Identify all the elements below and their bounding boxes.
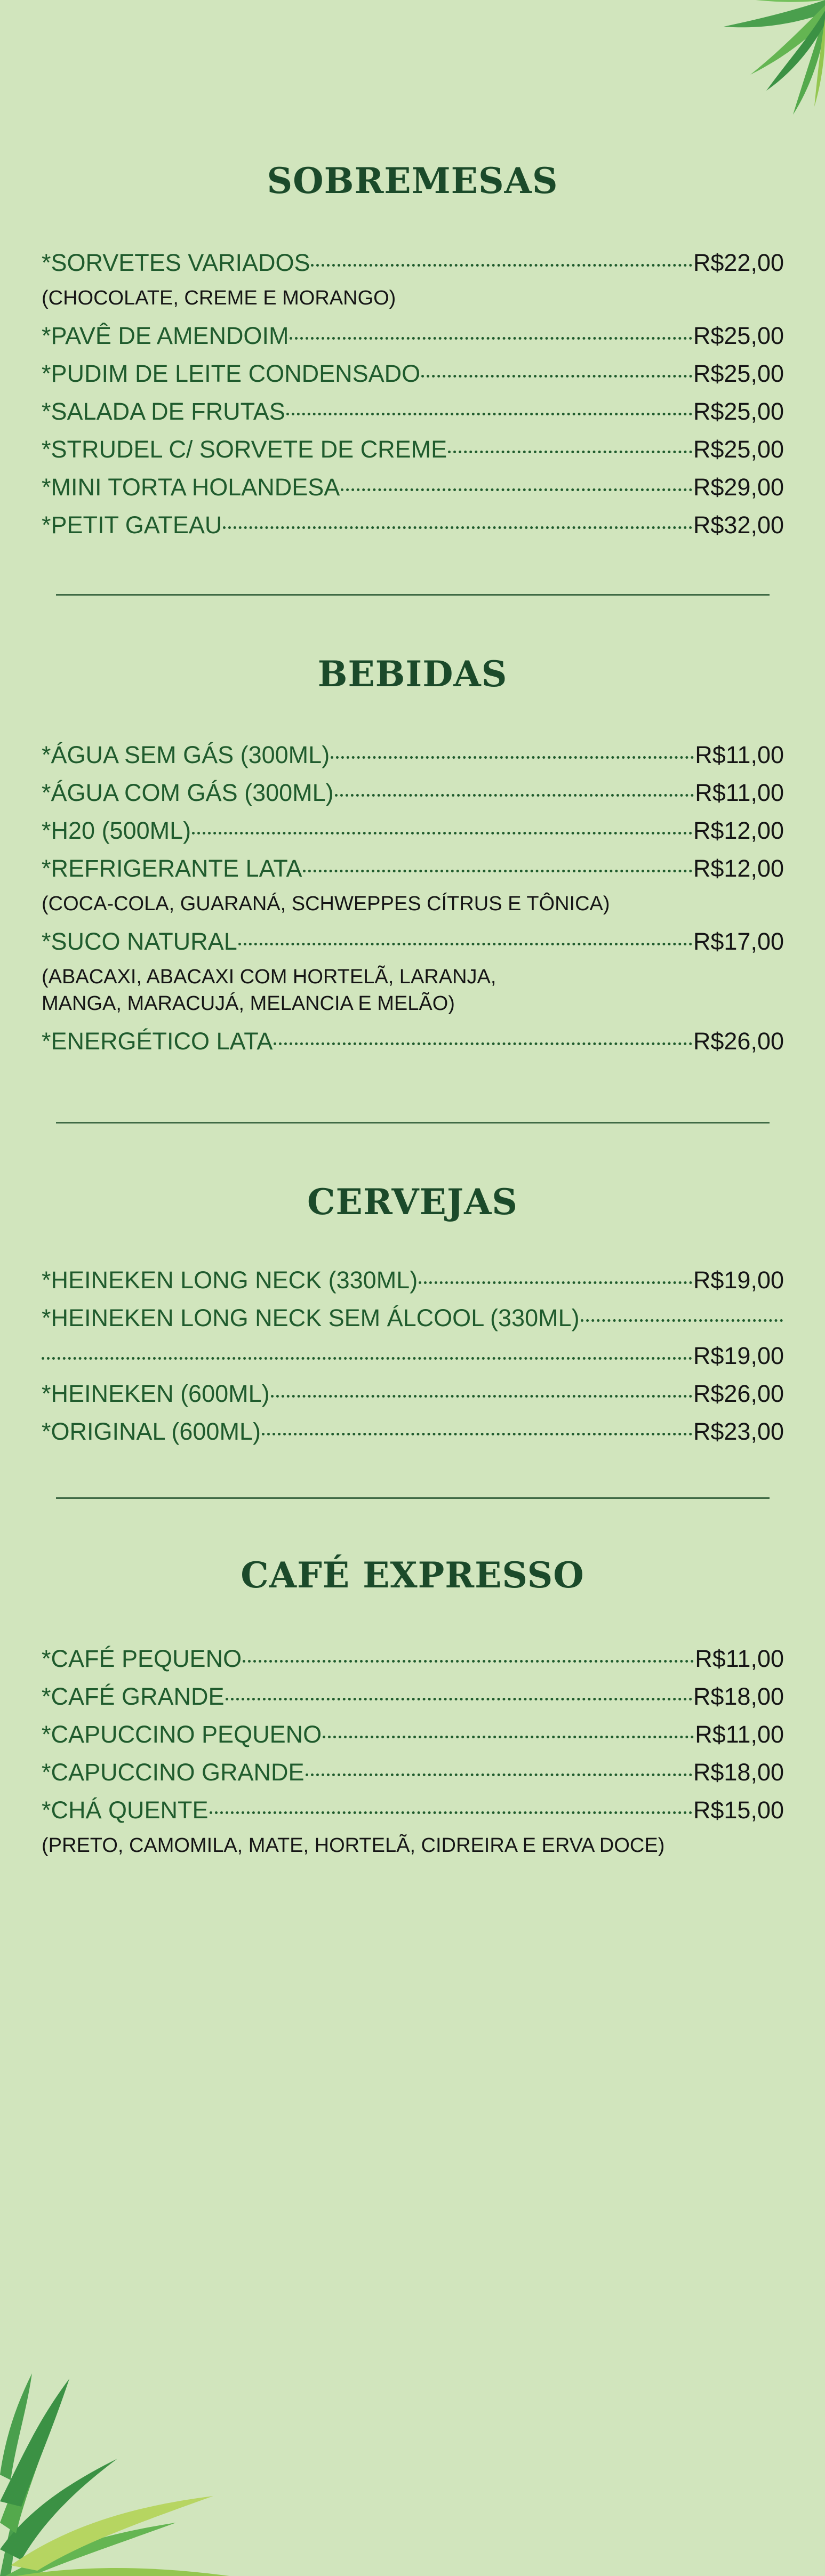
menu-item: [42, 506, 784, 544]
item-price: R$25,00: [693, 322, 784, 349]
menu-item: [42, 1413, 784, 1450]
menu-item: [42, 1678, 784, 1715]
item-price: R$23,00: [693, 1418, 784, 1445]
menu-item: [42, 812, 784, 849]
dot-leader: [581, 1319, 783, 1322]
item-name: *ÁGUA COM GÁS (300ML): [42, 779, 334, 806]
menu-item: [42, 1261, 784, 1299]
section-title-bebidas: BEBIDAS: [317, 653, 508, 695]
item-name: *SUCO NATURAL: [42, 928, 237, 955]
section-cafe-expresso: [0, 1554, 825, 1596]
menu-list-cafe: [42, 1640, 784, 1864]
menu-item: [42, 1715, 784, 1753]
section-sobremesas: [0, 160, 825, 202]
item-price: R$18,00: [693, 1759, 784, 1786]
item-name: *CAPUCCINO GRANDE: [42, 1759, 305, 1786]
item-note: (COCA-COLA, GUARANÁ, SCHWEPPES CÍTRUS E TÔNICA): [42, 893, 610, 915]
item-note: (CHOCOLATE, CREME E MORANGO): [42, 287, 396, 309]
palm-leaf-bottom-icon: [0, 2299, 229, 2576]
item-price: R$18,00: [693, 1683, 784, 1710]
item-price: R$17,00: [693, 928, 784, 955]
palm-leaf-top-icon: [601, 0, 825, 123]
section-title-cervejas: CERVEJAS: [307, 1181, 518, 1223]
dot-leader: [421, 375, 692, 378]
dot-leader: [341, 488, 692, 491]
dot-leader: [323, 1736, 694, 1738]
item-note: (ABACAXI, ABACAXI COM HORTELÃ, LARANJA, MANGA, MARACUJÁ, MELANCIA E MELÃO): [42, 966, 496, 1015]
dot-leader: [274, 1042, 692, 1045]
dot-leader: [271, 1395, 692, 1398]
menu-item: [42, 1791, 784, 1829]
menu-item: [42, 1640, 784, 1678]
item-price: R$19,00: [693, 1342, 784, 1369]
item-price: R$25,00: [693, 398, 784, 425]
item-name: *HEINEKEN LONG NECK (330ML): [42, 1266, 418, 1294]
dot-leader: [226, 1698, 692, 1700]
item-price: R$29,00: [693, 474, 784, 501]
item-price: R$25,00: [693, 360, 784, 387]
dot-leader: [262, 1433, 692, 1435]
dot-leader: [42, 1357, 692, 1360]
item-name: *H20 (500ML): [42, 817, 191, 844]
item-name: *REFRIGERANTE LATA: [42, 855, 302, 882]
item-price: R$26,00: [693, 1380, 784, 1407]
item-name: *ORIGINAL (600ML): [42, 1418, 261, 1445]
menu-item: [42, 244, 784, 282]
item-price: R$11,00: [695, 1721, 784, 1748]
item-name: *CAFÉ GRANDE: [42, 1683, 225, 1710]
dot-leader: [290, 337, 692, 340]
section-divider: [56, 594, 770, 596]
dot-leader: [331, 756, 694, 759]
dot-leader: [223, 526, 692, 529]
menu-item: [42, 1375, 784, 1413]
item-price: R$12,00: [693, 817, 784, 844]
menu-item: [42, 1753, 784, 1791]
dot-leader: [303, 870, 692, 872]
dot-leader: [210, 1811, 692, 1814]
dot-leader: [448, 451, 692, 453]
menu-item: [42, 392, 784, 430]
item-name: *SALADA DE FRUTAS: [42, 398, 285, 425]
item-price: R$26,00: [693, 1028, 784, 1055]
menu-item: [42, 922, 784, 960]
dot-leader: [335, 794, 694, 797]
item-note: (PRETO, CAMOMILA, MATE, HORTELÃ, CIDREIRA E ERVA DOCE): [42, 1834, 665, 1857]
section-title-cafe: CAFÉ EXPRESSO: [241, 1554, 584, 1596]
dot-leader: [238, 943, 692, 945]
section-divider: [56, 1497, 770, 1499]
item-name: *STRUDEL C/ SORVETE DE CREME: [42, 436, 447, 463]
menu-item: [42, 849, 784, 887]
menu-item: [42, 774, 784, 812]
item-name: *PETIT GATEAU: [42, 511, 222, 539]
dot-leader: [311, 264, 692, 267]
item-name: *PUDIM DE LEITE CONDENSADO: [42, 360, 421, 387]
item-name: *PAVÊ DE AMENDOIM: [42, 322, 289, 349]
item-name: *CHÁ QUENTE: [42, 1796, 209, 1824]
item-price: R$25,00: [693, 436, 784, 463]
menu-item: [42, 1299, 784, 1337]
section-title-sobremesas: SOBREMESAS: [267, 160, 558, 202]
dot-leader: [243, 1660, 694, 1663]
menu-item-continuation: [42, 1337, 784, 1375]
menu-item: [42, 430, 784, 468]
item-name: *SORVETES VARIADOS: [42, 249, 310, 276]
section-divider: [56, 1122, 770, 1124]
item-name: *CAFÉ PEQUENO: [42, 1645, 242, 1672]
item-name: *CAPUCCINO PEQUENO: [42, 1721, 322, 1748]
item-price: R$11,00: [695, 1645, 784, 1672]
item-name: *HEINEKEN (600ML): [42, 1380, 270, 1407]
item-price: R$12,00: [693, 855, 784, 882]
dot-leader: [192, 832, 692, 834]
dot-leader: [286, 413, 692, 415]
item-name: *HEINEKEN LONG NECK SEM ÁLCOOL (330ML): [42, 1304, 580, 1331]
dot-leader: [419, 1281, 692, 1284]
item-price: R$22,00: [693, 249, 784, 276]
item-price: R$32,00: [693, 511, 784, 539]
menu-list-sobremesas: [42, 244, 784, 544]
menu-item: [42, 355, 784, 392]
item-name: *ENERGÉTICO LATA: [42, 1028, 273, 1055]
item-name: *MINI TORTA HOLANDESA: [42, 474, 340, 501]
section-cervejas: [0, 1181, 825, 1223]
item-price: R$11,00: [695, 741, 784, 768]
item-price: R$15,00: [693, 1796, 784, 1824]
item-price: R$19,00: [693, 1266, 784, 1294]
menu-item: [42, 468, 784, 506]
item-price: R$11,00: [695, 779, 784, 806]
menu-list-bebidas: [42, 736, 784, 1060]
dot-leader: [306, 1773, 692, 1776]
menu-item: [42, 317, 784, 355]
menu-list-cervejas: [42, 1261, 784, 1450]
section-bebidas: [0, 653, 825, 695]
menu-item: [42, 1022, 784, 1060]
menu-item: [42, 736, 784, 774]
item-name: *ÁGUA SEM GÁS (300ML): [42, 741, 330, 768]
